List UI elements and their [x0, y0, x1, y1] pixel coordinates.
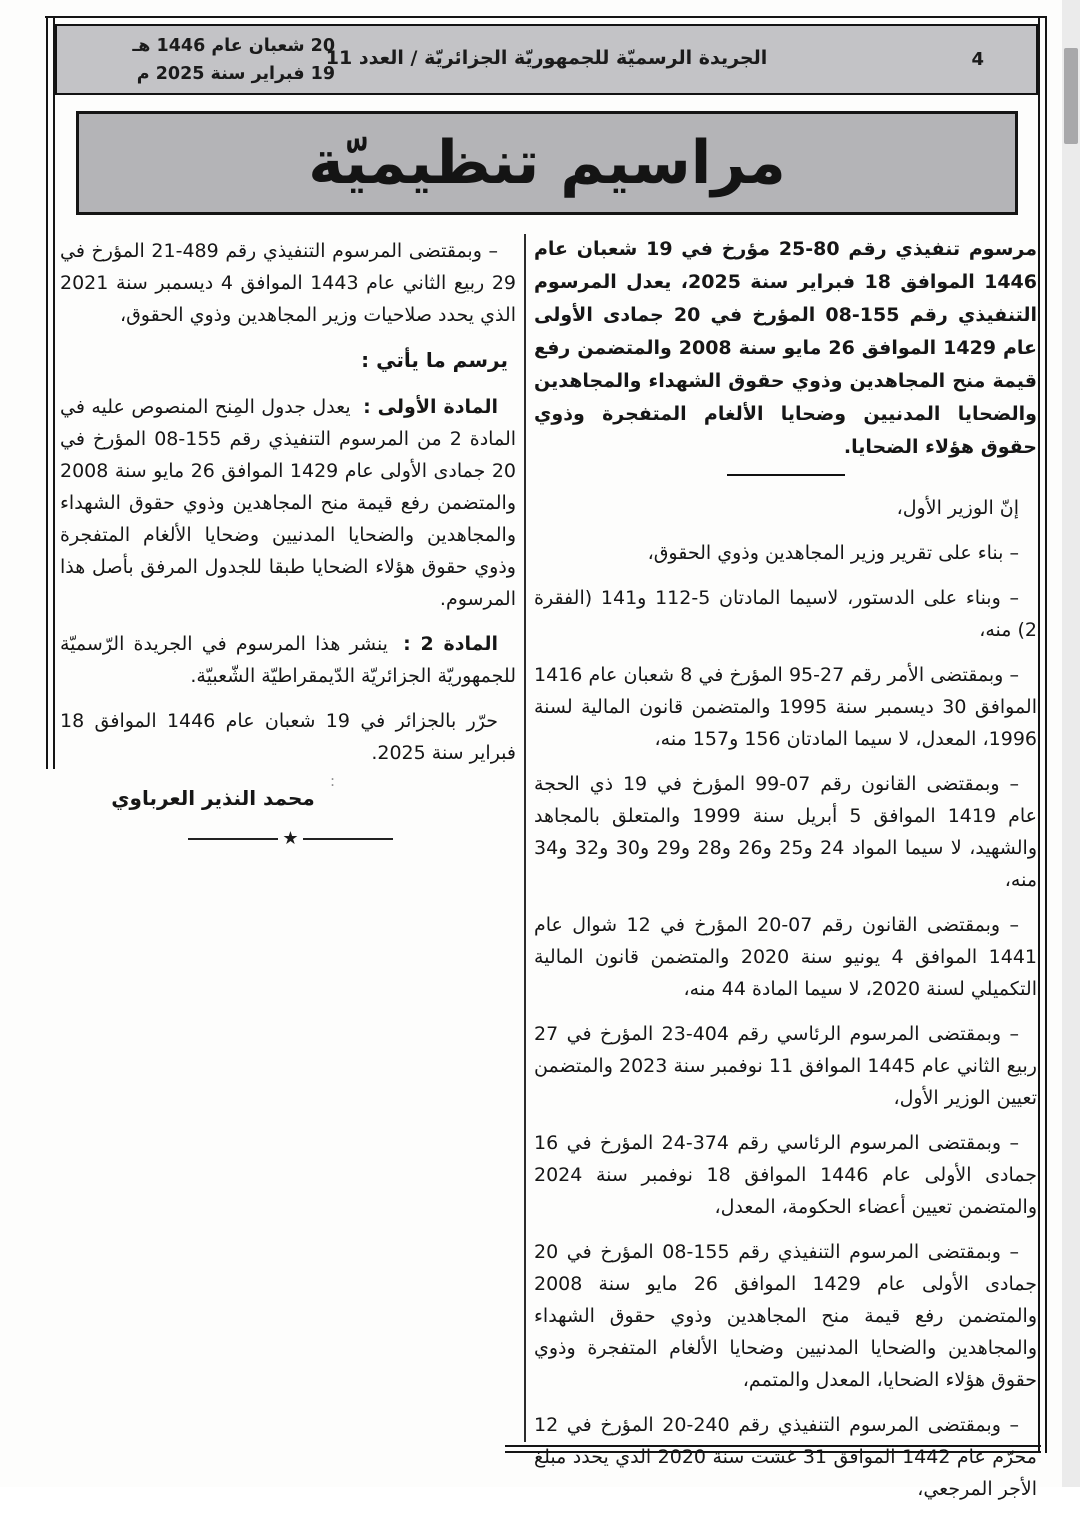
visa-item: – وبمقتضى المرسوم التنفيذي رقم 240-20 المؤرخ في 12 محرّم عام 1442 الموافق 31 غشت سنة 2020 الذي يحدد مبلغ الأجر المرجعي، — [534, 1414, 1037, 1500]
scrollbar-track[interactable] — [1062, 0, 1080, 1487]
visa-item: – وبناء على الدستور، لاسيما المادتان 5-112 و141 (الفقرة 2) منه، — [534, 587, 1037, 641]
scrollbar-thumb[interactable] — [1064, 48, 1078, 144]
visa-item: – وبمقتضى المرسوم الرئاسي رقم 404-23 المؤرخ في 27 ربيع الثاني عام 1445 الموافق 11 نوفمبر سنة 2023 والمتضمن تعيين الوزير الأول، — [534, 1023, 1037, 1109]
section-banner-title: مراسيم تنظيميّة — [308, 128, 786, 198]
page-frame-left — [46, 16, 55, 769]
visa-item: – وبمقتضى القانون رقم 07-20 المؤرخ في 12 شوال عام 1441 الموافق 4 يونيو سنة 2020 والمتضمن قانون المالية التكميلي لسنة 2020، لا سيما المادة 44 منه، — [534, 914, 1038, 1000]
decree-headline: مرسوم تنفيذي رقم 80-25 مؤرخ في 19 شعبان عام 1446 الموافق 18 فبراير سنة 2025، يعدل المرسوم التنفيذي رقم 155-08 المؤرخ في 20 جمادى الأولى عام 1429 الموافق 26 مايو سنة 2008 والمتضمن رفع قيمة منح المجاهدين وذوي حقوق الشهداء والمجاهدين والضحايا المدنيين وضحايا الألغام المتفجرة وذوي حقوق هؤلاء الضحايا. — [534, 238, 1037, 458]
closing-formula: حرّر بالجزائر في 19 شعبان عام 1446 الموافق 18 فبراير سنة 2025. — [60, 710, 516, 764]
column-right — [534, 233, 1037, 1518]
page-header — [55, 24, 1038, 95]
column-left — [60, 235, 516, 848]
article-2-label: المادة 2 : — [403, 633, 498, 655]
divider-line — [303, 838, 393, 840]
visa-item: – وبمقتضى المرسوم التنفيذي رقم 155-08 المؤرخ في 20 جمادى الأولى عام 1429 الموافق 26 مايو سنة 2008 والمتضمن رفع قيمة منح المجاهدين وذوي حقوق الشهداء والمجاهدين والضحايا المدنيين وضحايا الألغام المتفجرة وذوي حقوق هؤلاء الضحايا، المعدل والمتمم، — [534, 1241, 1037, 1391]
article-2 — [60, 628, 516, 692]
page-frame-top — [45, 16, 1046, 18]
visa-item: – بناء على تقرير وزير المجاهدين وذوي الحقوق، — [647, 542, 1019, 564]
enacting-formula: يرسم ما يأتي : — [361, 348, 508, 372]
visa-item: – وبمقتضى الأمر رقم 27-95 المؤرخ في 8 شعبان عام 1416 الموافق 30 ديسمبر سنة 1995 والمتضمن قانون المالية لسنة 1996، المعدل، لا سيما المادتان 156 و157 منه، — [534, 664, 1037, 750]
signature-name: محمد النذير العرباوي — [111, 786, 315, 810]
visa-item: – وبمقتضى المرسوم الرئاسي رقم 374-24 المؤرخ في 16 جمادى الأولى عام 1446 الموافق 18 نوفمبر سنة 2024 والمتضمن تعيين أعضاء الحكومة، المعدل، — [534, 1132, 1037, 1218]
page-frame-right — [1038, 16, 1047, 1453]
article-1 — [60, 391, 516, 615]
scan-stray-mark: : — [330, 772, 336, 790]
decree-opening: إنّ الوزير الأول، — [896, 497, 1019, 519]
journal-title: الجريدة الرسميّة للجمهوريّة الجزائريّة / العدد 11 — [325, 47, 768, 69]
date-gregorian: 19 فبراير سنة 2025 م — [136, 64, 335, 84]
star-divider — [188, 830, 393, 848]
article-1-text: يعدل جدول المِنح المنصوص عليه في المادة 2 من المرسوم التنفيذي رقم 155-08 المؤرخ في 20 جمادى الأولى عام 1429 الموافق 26 مايو سنة 2008 والمتضمن رفع قيمة منح المجاهدين وذوي حقوق الشهداء والمجاهدين والضحايا المدنيين وضحايا الألغام المتفجرة وذوي حقوق هؤلاء الضحايا طبقا للجدول المرفق بأصل هذا المرسوم. — [60, 396, 517, 610]
date-hijri: 20 شعبان عام 1446 هـ — [132, 36, 335, 56]
page-number: 4 — [971, 49, 984, 70]
section-banner — [76, 111, 1018, 215]
divider-line — [188, 838, 278, 840]
visa-item: – وبمقتضى المرسوم التنفيذي رقم 489-21 المؤرخ في 29 ربيع الثاني عام 1443 الموافق 4 ديسمبر سنة 2021 الذي يحدد صلاحيات وزير المجاهدين وذوي الحقوق، — [60, 240, 517, 326]
headline-divider — [727, 474, 845, 476]
star-icon: ★ — [282, 828, 299, 849]
visa-item: – وبمقتضى القانون رقم 07-99 المؤرخ في 19 ذي الحجة عام 1419 الموافق 5 أبريل سنة 1999 والمتعلق بالمجاهد والشهيد، لا سيما المواد 24 و25 و26 و28 و29 و30 و32 و34 منه، — [534, 773, 1037, 891]
article-1-label: المادة الأولى : — [363, 396, 498, 418]
article-2-text: ينشر هذا المرسوم في الجريدة الرّسميّة للجمهوريّة الجزائريّة الدّيمقراطيّة الشّعبيّة. — [60, 633, 516, 687]
column-separator — [524, 234, 526, 1442]
